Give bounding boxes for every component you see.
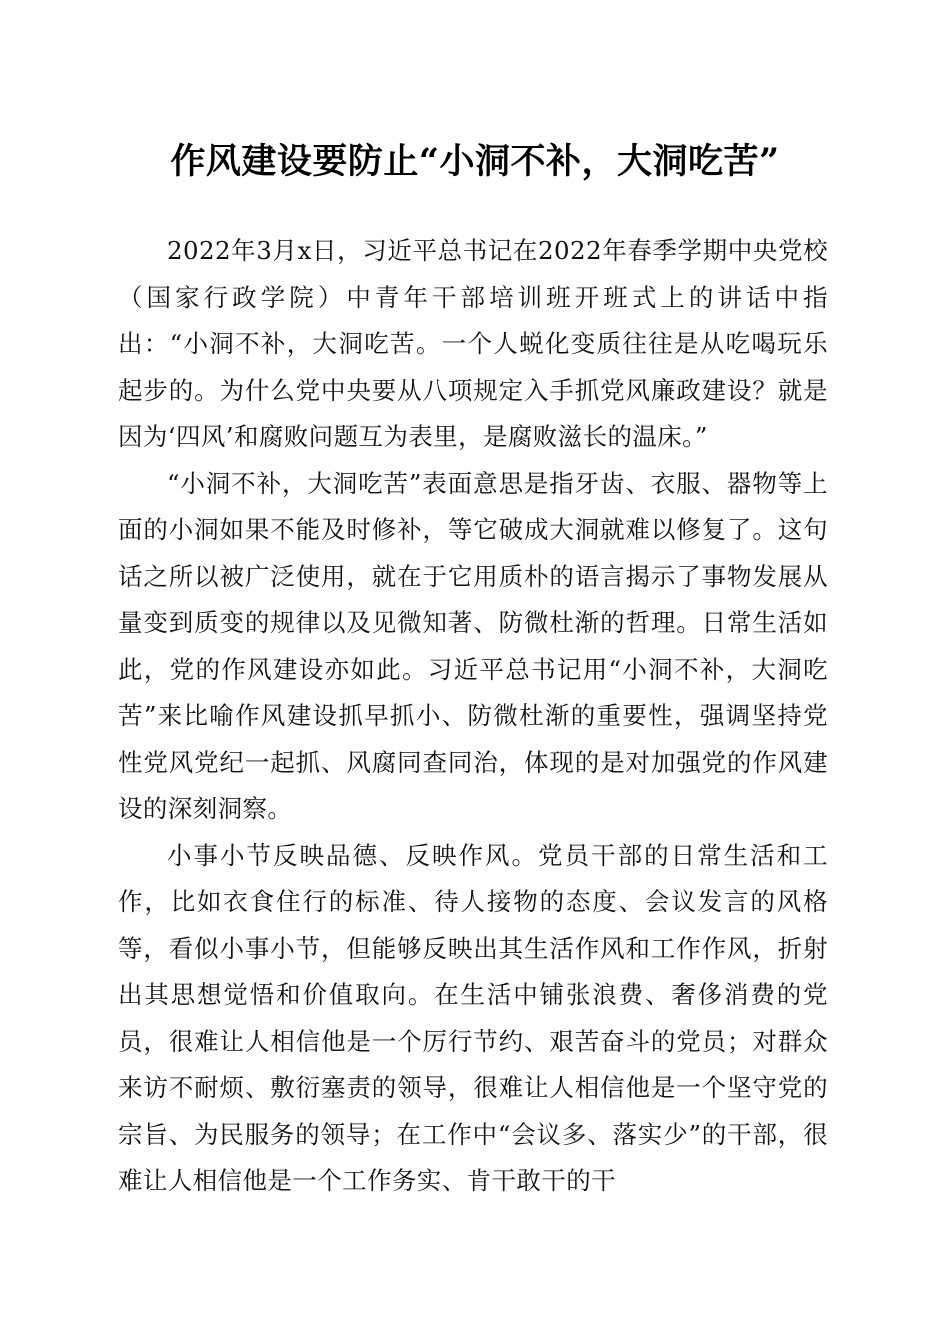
document-title: 作风建设要防止“小洞不补，大洞吃苦” bbox=[170, 141, 780, 182]
document-body bbox=[118, 228, 828, 1205]
paragraph-3: 小事小节反映品德、反映作风。党员干部的日常生活和工作，比如衣食住行的标准、待人接物的态度、会议发言的风格等，看似小事小节，但能够反映出其生活作风和工作作风，折射出其思想觉悟和价值取向。在生活中铺张浪费、奢侈消费的党员，很难让人相信他是一个厉行节约、艰苦奋斗的党员；对群众来访不耐烦、敷衍塞责的领导，很难让人相信他是一个坚守党的宗旨、为民服务的领导；在工作中“会议多、落实少”的干部，很难让人相信他是一个工作务实、肯干敢干的干 bbox=[118, 840, 828, 1195]
paragraph-1: 2022年3月x日，习近平总书记在2022年春季学期中央党校（国家行政学院）中青年干部培训班开班式上的讲话中指出：“小洞不补，大洞吃苦。一个人蜕化变质往往是从吃喝玩乐起步的。为什么党中央要从八项规定入手抓党风廉政建设？就是因为‘四风’和腐败问题互为表里，是腐败滋长的温床。” bbox=[118, 236, 828, 451]
paragraph-2: “小洞不补，大洞吃苦”表面意思是指牙齿、衣服、器物等上面的小洞如果不能及时修补，等它破成大洞就难以修复了。这句话之所以被广泛使用，就在于它用质朴的语言揭示了事物发展从量变到质变的规律以及见微知著、防微杜渐的哲理。日常生活如此，党的作风建设亦如此。习近平总书记用“小洞不补，大洞吃苦”来比喻作风建设抓早抓小、防微杜渐的重要性，强调坚持党性党风党纪一起抓、风腐同查同治，体现的是对加强党的作风建设的深刻洞察。 bbox=[118, 468, 828, 823]
